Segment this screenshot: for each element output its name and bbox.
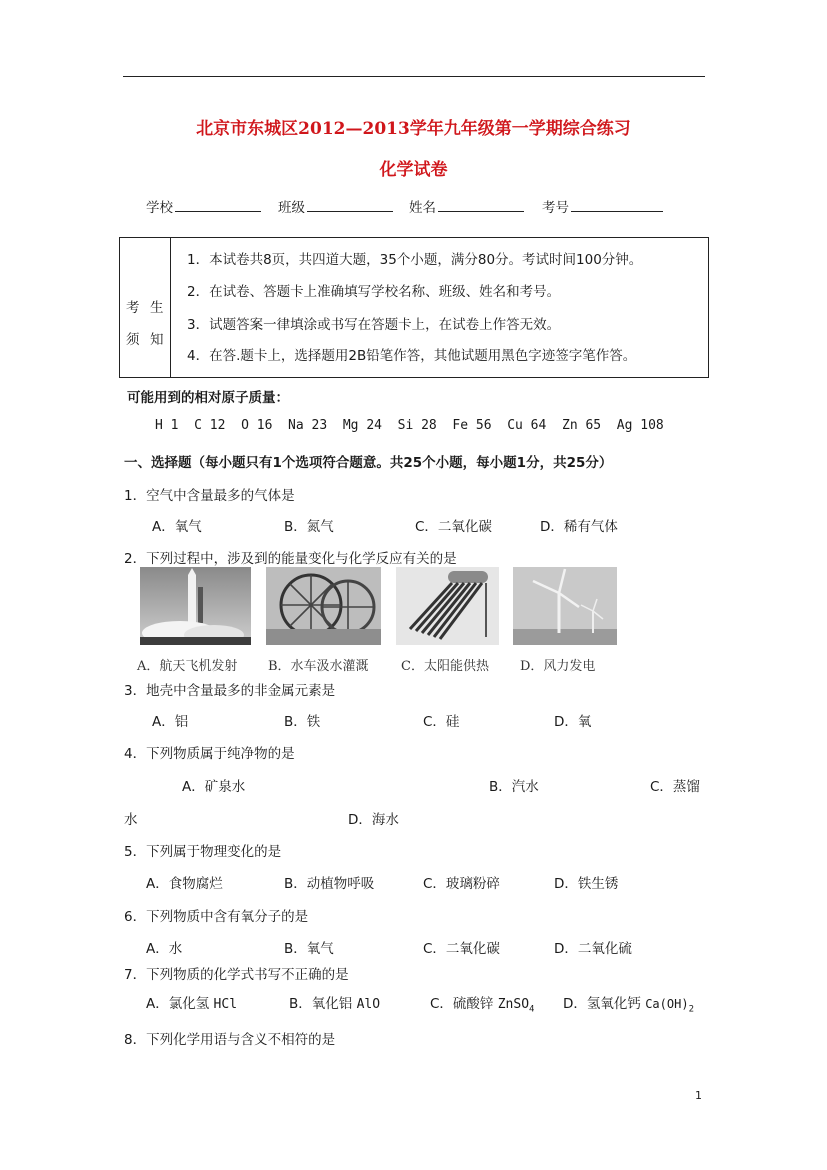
atomic-mass-values: H 1 C 12 O 16 Na 23 Mg 24 Si 28 Fe 56 Cu 64 Zn 65 Ag 108 xyxy=(155,418,664,433)
option-label: D．氢氧化钙 xyxy=(563,996,641,1012)
page-number: 1 xyxy=(695,1089,702,1102)
option-c[interactable]: C．蒸馏 xyxy=(650,779,700,795)
option-d[interactable]: D．二氧化硫 xyxy=(554,941,632,957)
school-label: 学校 xyxy=(146,200,173,216)
option-d[interactable]: D．铁生锈 xyxy=(554,876,619,892)
option-d[interactable]: D．海水 xyxy=(348,812,399,828)
solar-heater-image[interactable] xyxy=(396,567,499,645)
question-stem: 4．下列物质属于纯净物的是 xyxy=(124,746,295,762)
question-stem: 8．下列化学用语与含义不相符的是 xyxy=(124,1032,336,1048)
exam-id-field[interactable] xyxy=(542,196,663,216)
class-field[interactable] xyxy=(278,196,393,216)
notice-side-label xyxy=(120,238,171,377)
question-stem: 5．下列属于物理变化的是 xyxy=(124,844,282,860)
school-field[interactable] xyxy=(146,196,261,216)
option-b[interactable]: B．氮气 xyxy=(284,519,334,535)
formula: Ca(OH) xyxy=(645,997,689,1011)
formula-subscript: 4 xyxy=(529,1004,535,1015)
option-d[interactable] xyxy=(563,992,694,1015)
exam-id-label: 考号 xyxy=(542,200,569,216)
name-field[interactable] xyxy=(409,196,524,216)
image-caption-d: D．风力发电 xyxy=(520,659,596,674)
page-title: 北京市东城区2012—2013学年九年级第一学期综合练习 xyxy=(196,119,631,139)
image-caption-a: A．航天飞机发射 xyxy=(137,659,238,674)
option-b[interactable]: B．氧气 xyxy=(284,941,334,957)
notice-char: 知 xyxy=(150,332,164,348)
page-subtitle: 化学试卷 xyxy=(379,160,448,180)
formula: AlO xyxy=(356,997,381,1012)
option-a[interactable]: A．食物腐烂 xyxy=(146,876,223,892)
notice-box xyxy=(119,237,709,378)
wind-turbine-image[interactable] xyxy=(513,567,617,645)
option-b[interactable]: B．铁 xyxy=(284,714,321,730)
notice-char: 考 xyxy=(126,300,140,316)
option-a[interactable]: A．氧气 xyxy=(152,519,202,535)
class-label: 班级 xyxy=(278,200,305,216)
exam-id-blank[interactable] xyxy=(571,197,663,212)
class-blank[interactable] xyxy=(307,197,393,212)
option-c[interactable]: C．二氧化碳 xyxy=(423,941,500,957)
option-label: A．氯化氢 xyxy=(146,996,210,1012)
notice-char: 生 xyxy=(150,300,164,316)
option-a[interactable]: A．铝 xyxy=(152,714,189,730)
atomic-mass-heading: 可能用到的相对原子质量： xyxy=(127,390,289,406)
notice-line: 2．在试卷、答题卡上准确填写学校名称、班级、姓名和考号。 xyxy=(187,284,561,300)
notice-line: 1．本试卷共8页，共四道大题，35个小题，满分80分。考试时间100分钟。 xyxy=(187,252,643,268)
name-blank[interactable] xyxy=(438,197,524,212)
image-caption-b: B．水车汲水灌溉 xyxy=(268,659,369,674)
question-stem: 7．下列物质的化学式书写不正确的是 xyxy=(124,967,349,983)
option-a[interactable]: A．水 xyxy=(146,941,183,957)
name-label: 姓名 xyxy=(409,200,436,216)
option-b[interactable]: B．动植物呼吸 xyxy=(284,876,375,892)
section-heading: 一、选择题（每小题只有1个选项符合题意。共25个小题，每小题1分，共25分） xyxy=(124,455,613,471)
rocket-launch-image[interactable] xyxy=(140,567,251,645)
option-d[interactable]: D．稀有气体 xyxy=(540,519,618,535)
option-c[interactable]: C．硅 xyxy=(423,714,460,730)
option-c[interactable]: C．二氧化碳 xyxy=(415,519,492,535)
notice-line: 4．在答.题卡上，选择题用2B铅笔作答，其他试题用黑色字迹签字笔作答。 xyxy=(187,348,637,364)
option-a[interactable] xyxy=(146,992,237,1012)
option-b[interactable] xyxy=(289,992,380,1012)
option-c[interactable] xyxy=(430,992,534,1015)
option-c-continued: 水 xyxy=(124,812,138,828)
image-caption-c: C．太阳能供热 xyxy=(401,659,489,674)
formula: HCl xyxy=(213,997,238,1012)
waterwheel-image[interactable] xyxy=(266,567,381,645)
notice-line: 3．试题答案一律填涂或书写在答题卡上，在试卷上作答无效。 xyxy=(187,317,561,333)
option-d[interactable]: D．氧 xyxy=(554,714,592,730)
option-label: C．硫酸锌 xyxy=(430,996,494,1012)
option-a[interactable]: A．矿泉水 xyxy=(182,779,246,795)
question-stem: 2．下列过程中，涉及到的能量变化与化学反应有关的是 xyxy=(124,551,457,567)
option-label: B．氧化铝 xyxy=(289,996,353,1012)
question-stem: 3．地壳中含量最多的非金属元素是 xyxy=(124,683,336,699)
question-stem: 6．下列物质中含有氧分子的是 xyxy=(124,909,309,925)
formula-subscript: 2 xyxy=(688,1004,694,1015)
school-blank[interactable] xyxy=(175,197,261,212)
question-stem: 1．空气中含量最多的气体是 xyxy=(124,488,295,504)
option-c[interactable]: C．玻璃粉碎 xyxy=(423,876,500,892)
formula: ZnSO xyxy=(497,997,530,1012)
option-b[interactable]: B．汽水 xyxy=(489,779,539,795)
notice-char: 须 xyxy=(126,332,140,348)
top-rule xyxy=(123,76,705,77)
